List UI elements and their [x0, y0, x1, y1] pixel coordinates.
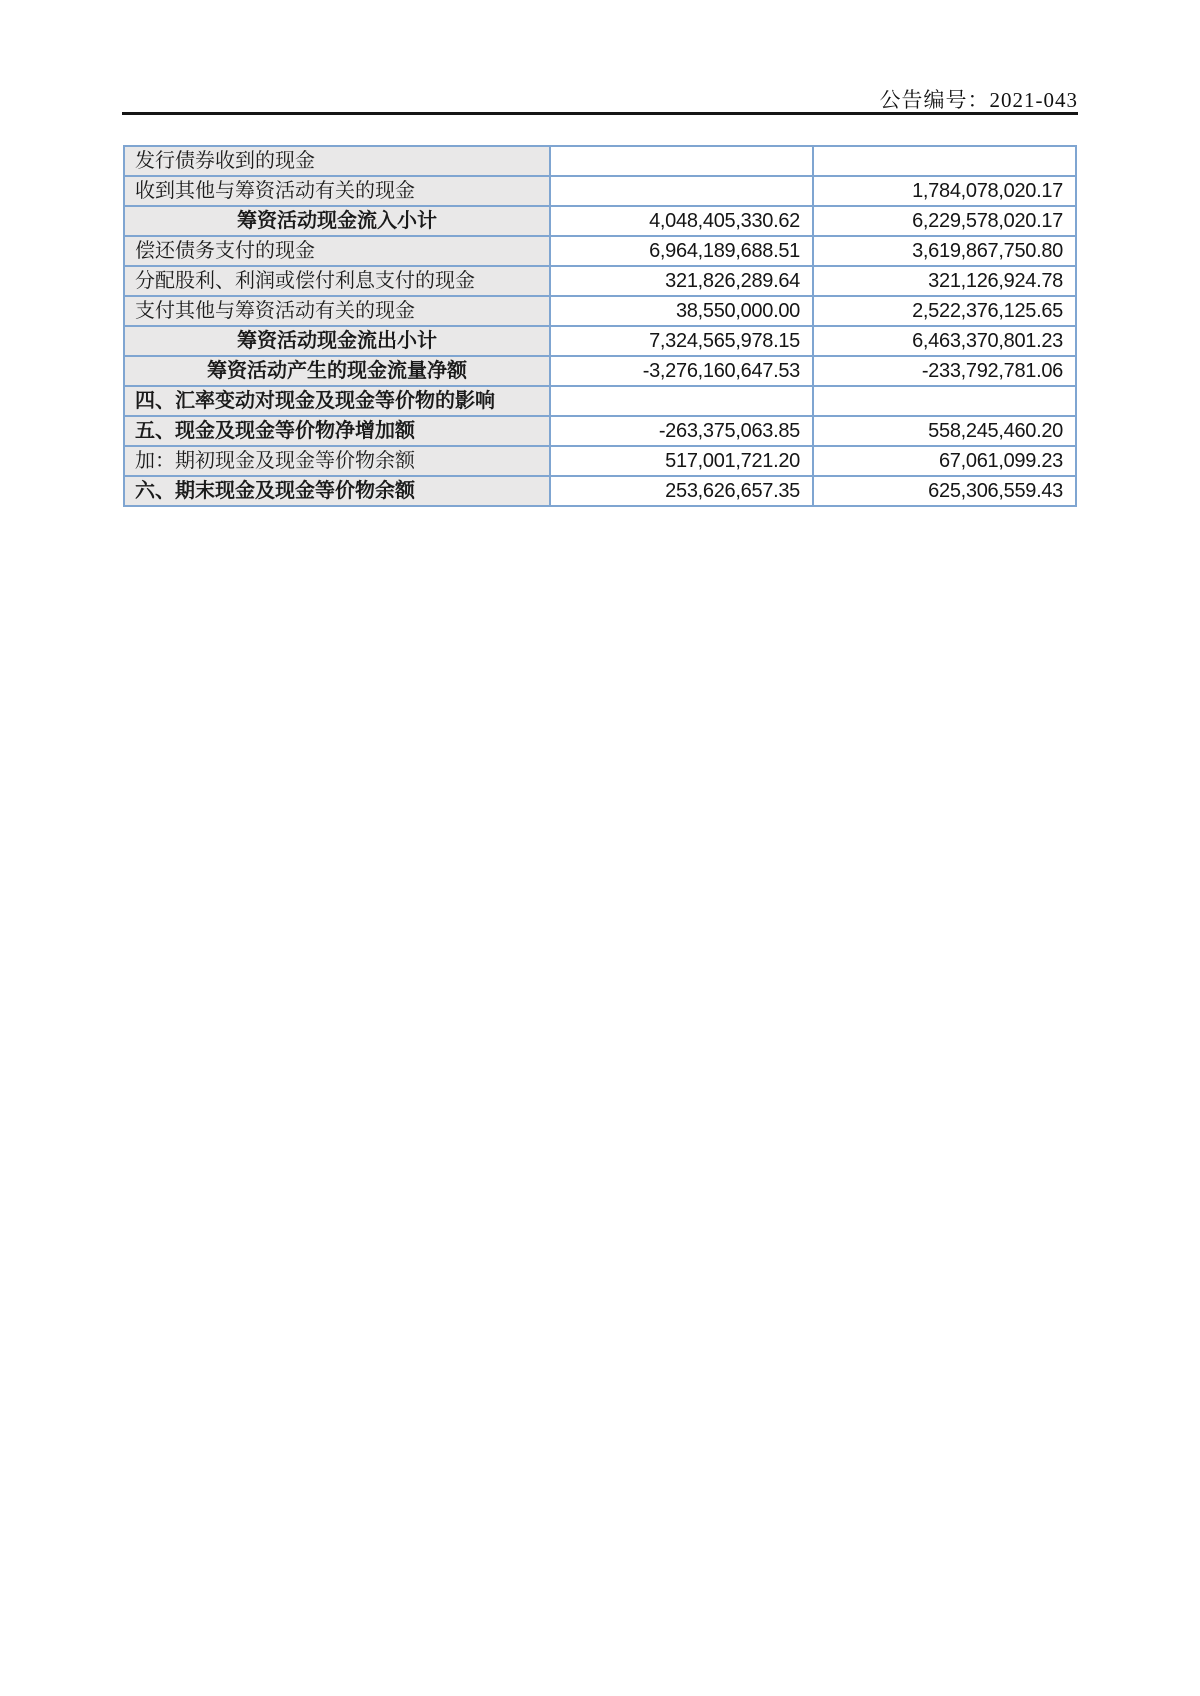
table-row-subtotal [124, 326, 1076, 356]
amount-prior-cell [813, 386, 1076, 416]
table-row-section [124, 416, 1076, 446]
amount-current-cell: 6,964,189,688.51 [550, 236, 813, 266]
amount-current-cell: 517,001,721.20 [550, 446, 813, 476]
amount-current-cell: 7,324,565,978.15 [550, 326, 813, 356]
amount-current-cell: -263,375,063.85 [550, 416, 813, 446]
item-label-cell: 加：期初现金及现金等价物余额 [124, 446, 550, 476]
item-label-cell: 偿还债务支付的现金 [124, 236, 550, 266]
item-label-cell: 收到其他与筹资活动有关的现金 [124, 176, 550, 206]
amount-prior-cell [813, 146, 1076, 176]
amount-prior-cell: 1,784,078,020.17 [813, 176, 1076, 206]
amount-prior-cell: 625,306,559.43 [813, 476, 1076, 506]
table-row [124, 446, 1076, 476]
item-label-cell: 发行债券收到的现金 [124, 146, 550, 176]
table-row [124, 236, 1076, 266]
item-label-cell: 筹资活动产生的现金流量净额 [124, 356, 550, 386]
announcement-number: 公告编号：2021-043 [879, 88, 1078, 112]
amount-prior-cell: -233,792,781.06 [813, 356, 1076, 386]
table-row [124, 176, 1076, 206]
item-label-cell: 筹资活动现金流入小计 [124, 206, 550, 236]
amount-current-cell: -3,276,160,647.53 [550, 356, 813, 386]
amount-prior-cell: 2,522,376,125.65 [813, 296, 1076, 326]
table-row [124, 146, 1076, 176]
item-label-cell: 支付其他与筹资活动有关的现金 [124, 296, 550, 326]
item-label-cell: 筹资活动现金流出小计 [124, 326, 550, 356]
item-label-cell: 五、现金及现金等价物净增加额 [124, 416, 550, 446]
amount-current-cell [550, 386, 813, 416]
amount-current-cell [550, 176, 813, 206]
table-row-subtotal [124, 356, 1076, 386]
table-row [124, 296, 1076, 326]
header-divider-line [122, 112, 1078, 115]
cash-flow-table [123, 145, 1077, 507]
amount-prior-cell: 6,229,578,020.17 [813, 206, 1076, 236]
amount-current-cell: 4,048,405,330.62 [550, 206, 813, 236]
item-label-cell: 六、期末现金及现金等价物余额 [124, 476, 550, 506]
amount-current-cell: 38,550,000.00 [550, 296, 813, 326]
amount-prior-cell: 6,463,370,801.23 [813, 326, 1076, 356]
table-row-section [124, 476, 1076, 506]
table-row [124, 266, 1076, 296]
amount-prior-cell: 67,061,099.23 [813, 446, 1076, 476]
amount-prior-cell: 3,619,867,750.80 [813, 236, 1076, 266]
amount-current-cell: 253,626,657.35 [550, 476, 813, 506]
amount-prior-cell: 321,126,924.78 [813, 266, 1076, 296]
amount-current-cell [550, 146, 813, 176]
amount-prior-cell: 558,245,460.20 [813, 416, 1076, 446]
item-label-cell: 分配股利、利润或偿付利息支付的现金 [124, 266, 550, 296]
amount-current-cell: 321,826,289.64 [550, 266, 813, 296]
table-row-section [124, 386, 1076, 416]
item-label-cell: 四、汇率变动对现金及现金等价物的影响 [124, 386, 550, 416]
table-row-subtotal [124, 206, 1076, 236]
